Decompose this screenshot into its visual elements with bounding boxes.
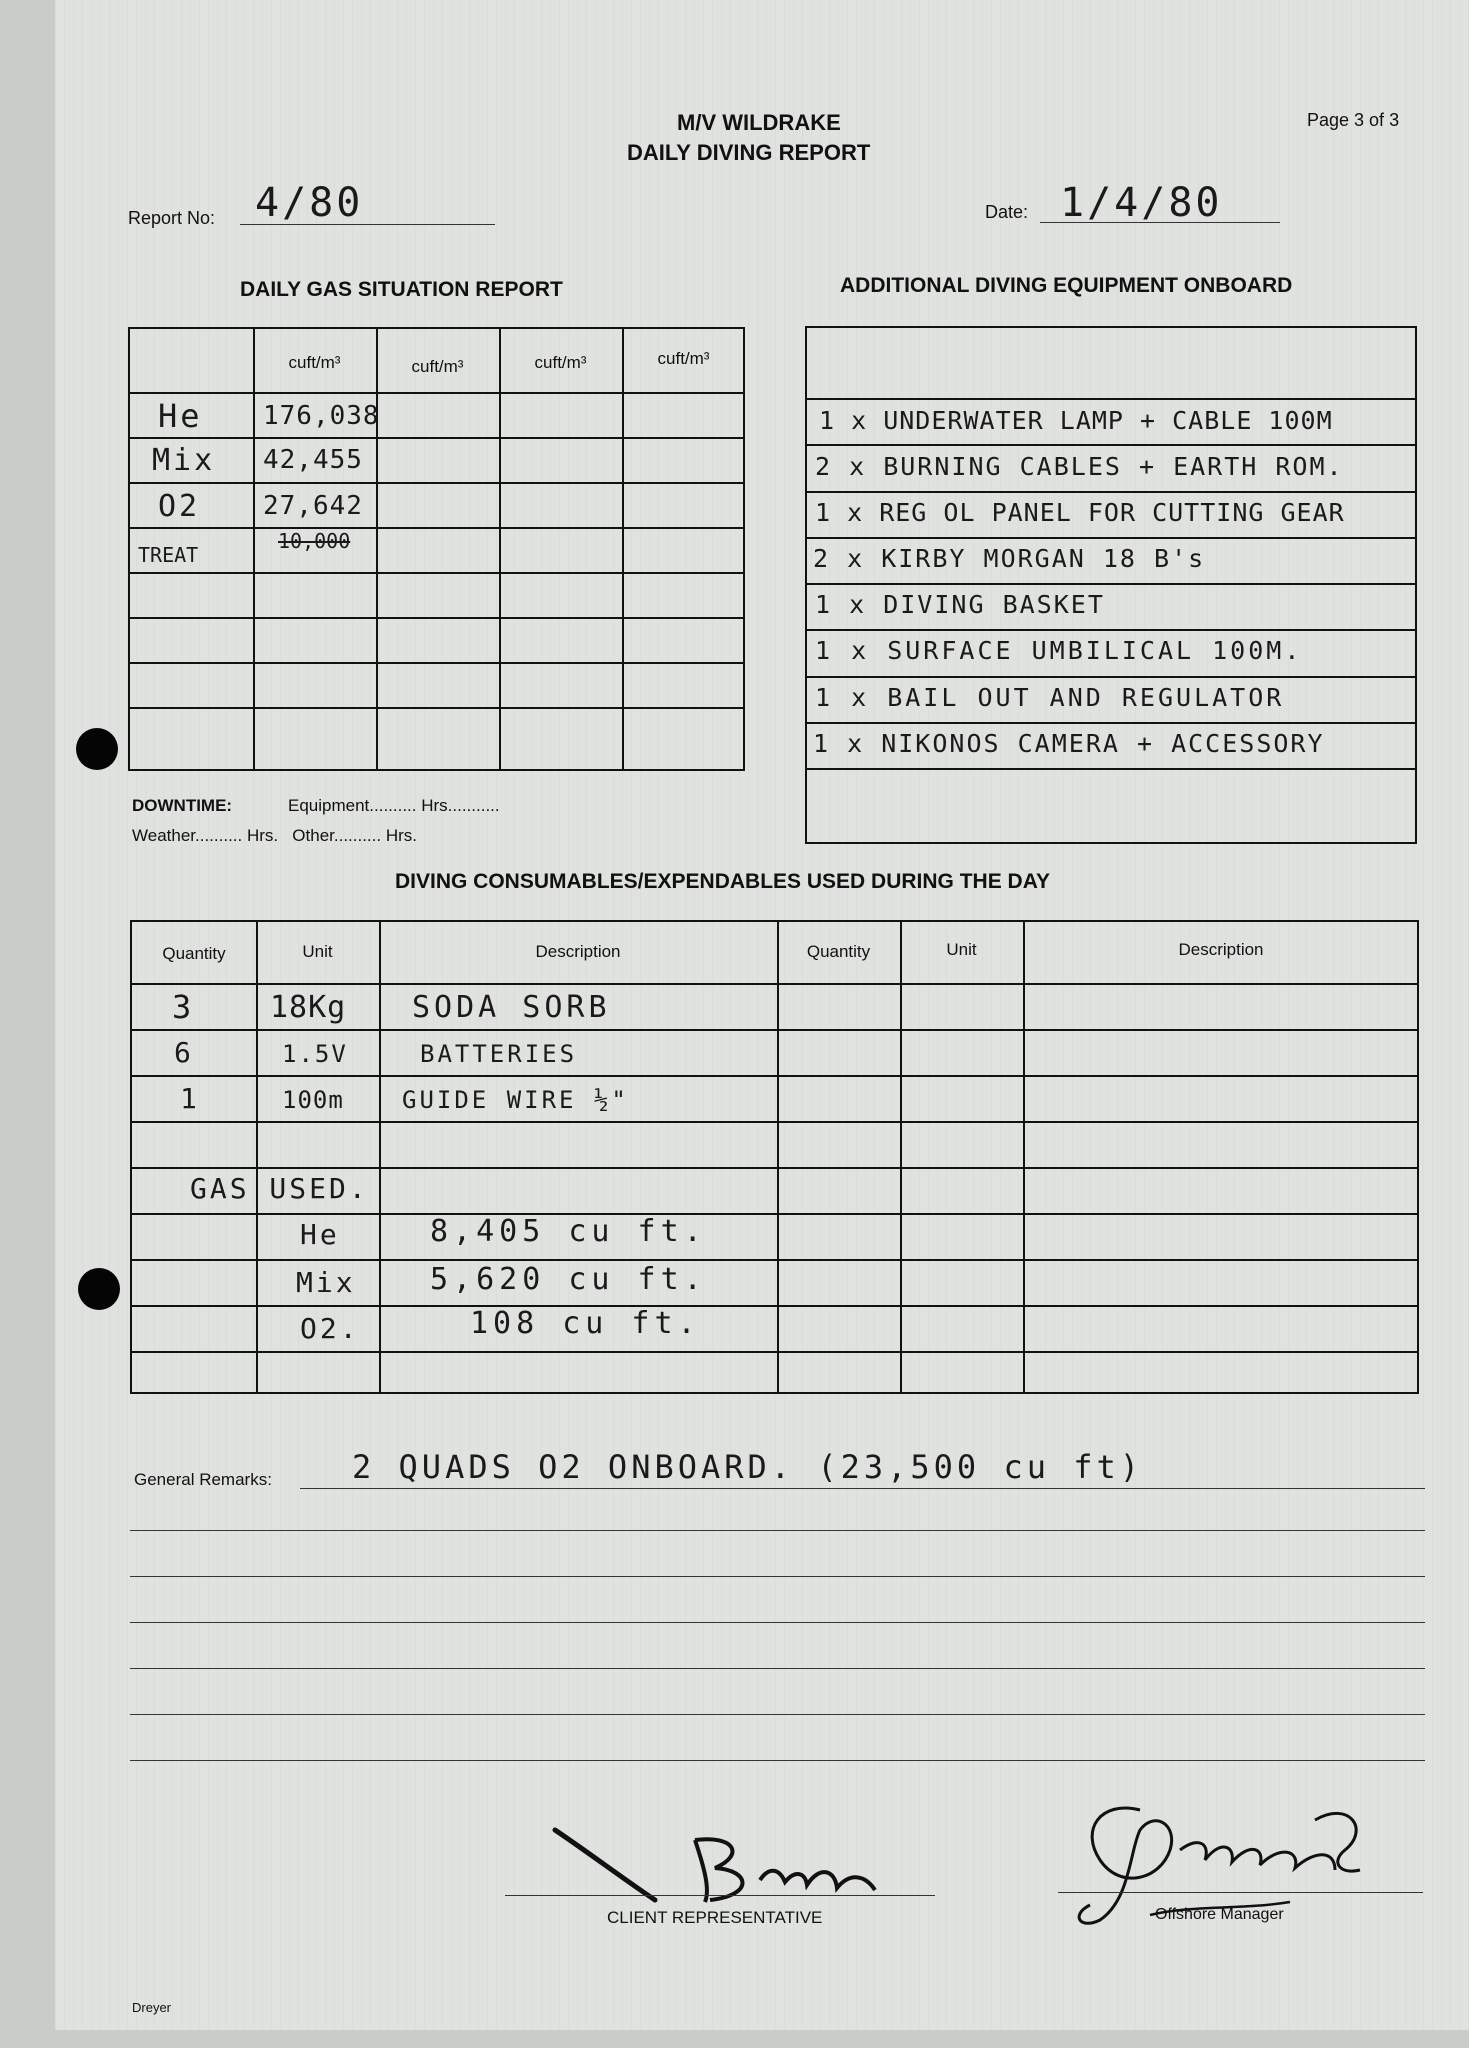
gas-used-amount: 8,405 cu ft. [430,1214,707,1249]
date-value: 1/4/80 [1060,180,1223,226]
remarks-line [300,1488,1425,1489]
gas-used-name: He [300,1218,340,1251]
downtime-equipment: Equipment.......... Hrs........... [288,796,500,815]
remarks-line [130,1530,1425,1531]
consumables-title: DIVING CONSUMABLES/EXPENDABLES USED DURING THE DAY [395,870,1050,893]
gas-name: He [158,397,203,435]
consumable-desc: SODA SORB [412,990,611,1025]
consumable-qty: 1 [180,1082,200,1115]
equipment-title: ADDITIONAL DIVING EQUIPMENT ONBOARD [840,274,1293,297]
report-title: DAILY DIVING REPORT [627,140,871,165]
gas-col-header-3: cuft/m³ [534,353,587,372]
gas-name: Mix [152,443,216,478]
date-line [1040,222,1280,223]
gas-value: 42,455 [263,445,363,475]
report-no-value: 4/80 [255,180,364,226]
gas-value: 10,000 [278,529,351,553]
gas-used-amount: 5,620 cu ft. [430,1262,707,1297]
equipment-table [805,326,1417,844]
punch-hole-top [76,728,118,770]
offshore-manager-label: Offshore Manager [1155,1906,1284,1923]
gas-col-header-2: cuft/m³ [411,357,464,376]
client-signature-line [505,1895,935,1896]
downtime-weather-other: Weather.......... Hrs. Other.......... Hrs. [132,826,417,845]
consumable-unit: 100m [282,1086,344,1114]
page-number: Page 3 of 3 [1307,110,1400,130]
equipment-item: 1 x NIKONOS CAMERA + ACCESSORY [813,729,1325,758]
equipment-item: 1 x SURFACE UMBILICAL 100M. [815,636,1303,665]
vessel-name: M/V WILDRAKE [677,110,841,135]
consumable-unit: 1.5V [282,1040,348,1068]
gas-name: TREAT [138,543,199,567]
downtime-label: DOWNTIME: [132,796,233,815]
equipment-item: 1 x UNDERWATER LAMP + CABLE 100M [819,406,1333,435]
consumable-qty: 3 [172,988,195,1026]
general-remarks-text: 2 QUADS O2 ONBOARD. (23,500 cu ft) [352,1448,1144,1486]
col-header-quantity-2: Quantity [806,942,871,961]
equipment-item: 2 x BURNING CABLES + EARTH ROM. [815,452,1344,481]
gas-value: 176,038 [263,401,380,431]
manager-signature-line [1058,1892,1423,1893]
gas-used-name: Mix [296,1266,356,1299]
remarks-line [130,1760,1425,1761]
equipment-item: 1 x BAIL OUT AND REGULATOR [815,683,1285,712]
consumable-desc: GUIDE WIRE ½" [402,1086,629,1114]
col-header-unit-2: Unit [946,940,977,959]
remarks-line [130,1668,1425,1669]
equipment-item: 2 x KIRBY MORGAN 18 B's [813,544,1206,573]
remarks-line [130,1622,1425,1623]
col-header-unit: Unit [302,942,333,961]
col-header-quantity: Quantity [162,944,226,963]
consumables-table [130,920,1419,1394]
col-header-description-2: Description [1178,940,1264,959]
report-no-line [240,224,495,225]
gas-name: O2 [158,489,201,524]
consumable-unit: 18Kg [270,990,347,1025]
consumable-qty: 6 [174,1036,194,1069]
gas-used-name: O2. [300,1312,360,1345]
gas-used-label: GAS USED. [190,1172,369,1205]
gas-report-title: DAILY GAS SITUATION REPORT [240,278,563,301]
gas-col-header-4: cuft/m³ [657,349,710,368]
gas-used-amount: 108 cu ft. [470,1306,701,1341]
consumable-desc: BATTERIES [420,1040,578,1068]
equipment-item: 1 x DIVING BASKET [815,590,1105,619]
gas-col-header-1: cuft/m³ [288,353,341,372]
remarks-line [130,1576,1425,1577]
printer-imprint: Dreyer [132,2000,172,2015]
equipment-item: 1 x REG OL PANEL FOR CUTTING GEAR [815,498,1345,527]
remarks-line [130,1714,1425,1715]
report-no-label: Report No: [128,208,216,228]
col-header-description: Description [535,942,621,961]
date-label: Date: [985,202,1029,222]
punch-hole-bottom [78,1268,120,1310]
general-remarks-label: General Remarks: [134,1470,272,1489]
gas-value: 27,642 [263,491,363,521]
gas-situation-table [128,327,745,771]
client-representative-label: CLIENT REPRESENTATIVE [607,1908,823,1927]
